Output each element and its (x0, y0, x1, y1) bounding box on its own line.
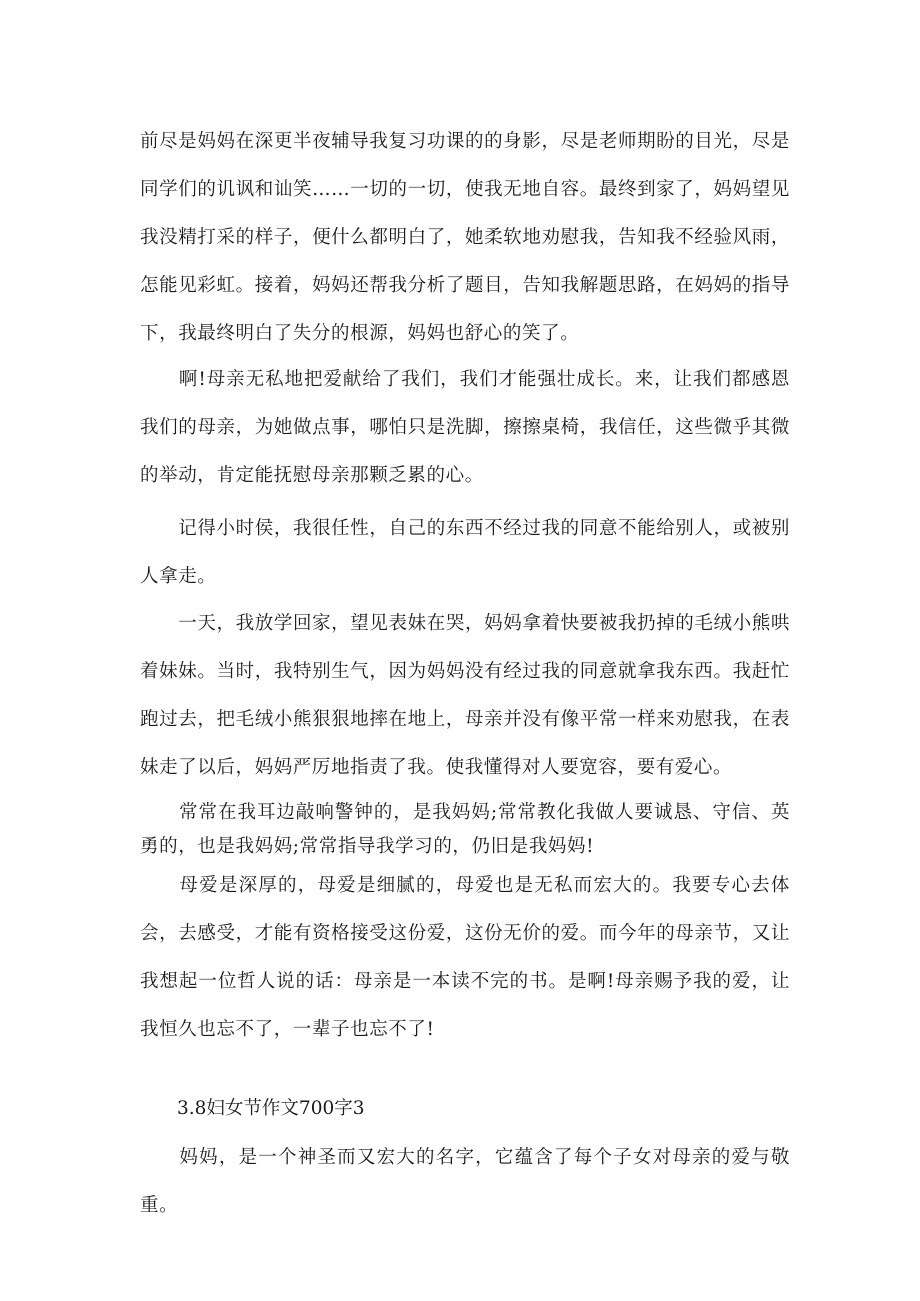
paragraph-7: 妈妈，是一个神圣而又宏大的名字，它蕴含了每个子女对母亲的爱与敬重。 (140, 1147, 790, 1216)
paragraph-3: 记得小时侯，我很任性，自己的东西不经过我的同意不能给别人，或被别人拿走。 (140, 518, 790, 587)
paragraph-5: 常常在我耳边敲响警钟的，是我妈妈;常常教化我做人要诚恳、守信、英勇的，也是我妈妈;常常指导我学习的，仍旧是我妈妈! (140, 802, 790, 857)
paragraph-2: 啊!母亲无私地把爱献给了我们，我们才能强壮成长。来，让我们都感恩我们的母亲，为她做点事，哪怕只是洗脚，擦擦桌椅，我信任，这些微乎其微的举动，肯定能抚慰母亲那颗乏累的心。 (140, 369, 790, 486)
paragraph-1: 前尽是妈妈在深更半夜辅导我复习功课的的身影，尽是老师期盼的目光，尽是同学们的讥讽和讪笑……一切的一切，使我无地自容。最终到家了，妈妈望见我没精打采的样子，便什么都明白了，她柔软地劝慰我，告知我不经验风雨，怎能见彩虹。接着，妈妈还帮我分析了题目，告知我解题思路，在妈妈的指导下，我最终明白了失分的根源，妈妈也舒心的笑了。 (140, 131, 790, 344)
paragraph-6: 母爱是深厚的，母爱是细腻的，母爱也是无私而宏大的。我要专心去体会，去感受，才能有资格接受这份爱，这份无价的爱。而今年的母亲节，又让我想起一位哲人说的话：母亲是一本读不完的书。是啊!母亲赐予我的爱，让我恒久也忘不了，一辈子也忘不了! (140, 875, 790, 1040)
paragraph-4: 一天，我放学回家，望见表妹在哭，妈妈拿着快要被我扔掉的毛绒小熊哄着妹妹。当时，我特别生气，因为妈妈没有经过我的同意就拿我东西。我赶忙跑过去，把毛绒小熊狠狠地摔在地上，母亲并没有像平常一样来劝慰我，在表妹走了以后，妈妈严厉地指责了我。使我懂得对人要宽容，要有爱心。 (140, 613, 790, 778)
section-heading: 3.8妇女节作文700字3 (177, 1098, 365, 1119)
